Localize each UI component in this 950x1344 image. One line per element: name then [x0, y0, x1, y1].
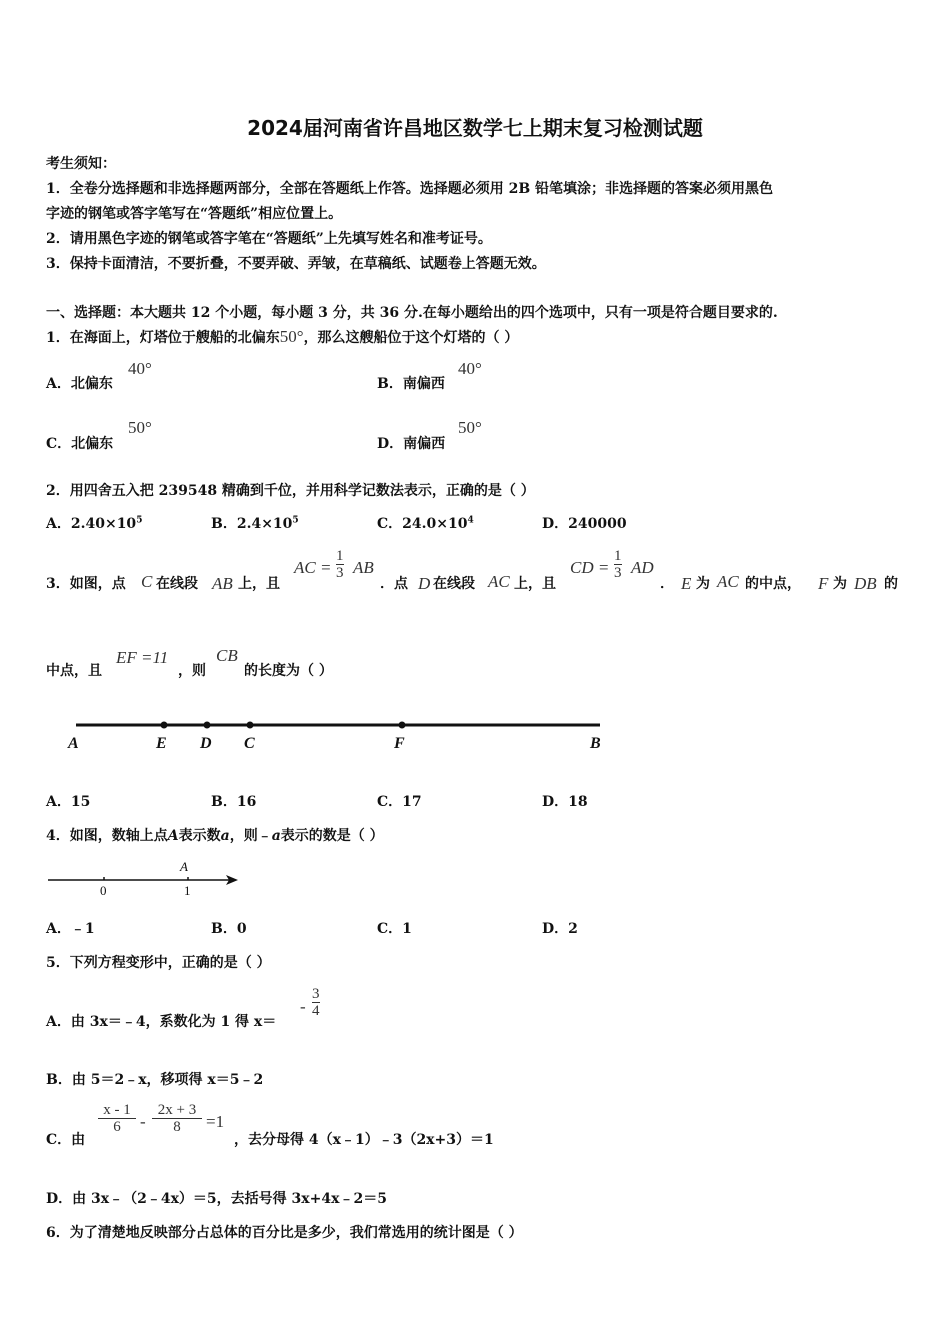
notice-heading: 考生须知： [46, 156, 116, 172]
figure-label-f: F [394, 735, 405, 752]
question-5-option-c: ，去分母得 4（x﹣1）﹣3（2x+3）＝1 [234, 1132, 494, 1148]
segment-ac-label-2: AC [717, 572, 739, 591]
equation-cd-rhs: AD [631, 558, 654, 577]
point-d-label: D [418, 574, 431, 593]
figure-label-d: D [200, 735, 212, 752]
question-3-text-10: 为 [833, 576, 847, 592]
question-3-text-1: 3．如图，点 [46, 576, 126, 592]
minus-operator: - [140, 1112, 146, 1131]
segment-ab-label: AB [212, 574, 233, 593]
fraction-one-third-1: $\frac{1}{3}$ [336, 548, 344, 581]
number-line-point-a: A [180, 859, 188, 874]
question-3-text-2: 在线段 [156, 576, 198, 592]
page-title: 2024届河南省许昌地区数学七上期末复习检测试题 [247, 116, 703, 140]
notice-item-3: 3．保持卡面清洁，不要折叠，不要弄破、弄皱，在草稿纸、试题卷上答题无效。 [46, 256, 546, 272]
question-1-option-a-value: 40° [128, 359, 152, 378]
question-3-option-a: A．15 [46, 794, 91, 810]
section-heading: 一、选择题：本大题共 12 个小题，每小题 3 分，共 36 分.在每小题给出的四个选项中，只有一项是符合题目要求的. [46, 305, 778, 321]
point-f-dot [399, 722, 406, 729]
question-3-text-3: 上，且 [238, 576, 280, 592]
question-5-option-c-prefix: C．由 [46, 1132, 86, 1148]
question-1-stem: 1．在海面上，灯塔位于艘船的北偏东50°，那么这艘船位于这个灯塔的（ ） [46, 327, 519, 346]
question-3-text-7: ． [660, 576, 674, 592]
question-3-option-b: B．16 [211, 794, 257, 810]
segment-figure [60, 714, 620, 756]
equation-ac-lhs: AC = [294, 558, 332, 577]
equation-ef: EF =11 [116, 648, 169, 667]
point-c-label: C [141, 572, 153, 591]
figure-label-b: B [590, 735, 601, 752]
figure-label-a: A [68, 735, 79, 752]
angle-value: 50° [279, 327, 304, 346]
question-2-stem: 2．用四舍五入把 239548 精确到千位，并用科学记数法表示，正确的是（ ） [46, 483, 535, 499]
question-1-option-c-value: 50° [128, 418, 152, 437]
equals-one: =1 [206, 1112, 225, 1131]
question-3-text-8: 为 [696, 576, 710, 592]
question-2-option-c: C．$24.0\times 10^4$ [377, 515, 474, 532]
fraction-one-third-2: $\frac{1}{3}$ [614, 548, 622, 581]
segment-cb-label: CB [216, 646, 238, 665]
tick-label-zero: 0 [100, 883, 107, 898]
question-2-option-d: D．240000 [542, 516, 627, 532]
question-5-stem: 5．下列方程变形中，正确的是（ ） [46, 955, 271, 971]
question-3-text-14: 的长度为（ ） [244, 663, 333, 679]
minus-sign: - [300, 997, 306, 1016]
question-3-text-13: ，则 [178, 663, 206, 679]
figure-label-e: E [156, 735, 167, 752]
question-3-text-4: ．点 [380, 576, 408, 592]
equation-ac-rhs: AB [353, 558, 374, 577]
question-5-option-d: D．由 3x﹣（2﹣4x）＝5，去括号得 3x+4x﹣2＝5 [46, 1191, 387, 1207]
question-4-option-c: C．1 [377, 921, 412, 937]
question-4-option-b: B．0 [211, 921, 247, 937]
question-2-option-a: A．$2.40\times 10^5$ [46, 515, 143, 532]
question-3-text-12: 中点，且 [46, 663, 102, 679]
question-1-option-a: A．北偏东 [46, 376, 113, 392]
fraction-x-minus-1-over-6: $\frac{x - 1}{6}$ [98, 1102, 136, 1135]
figure-label-c: C [244, 735, 255, 752]
question-3-option-c: C．17 [377, 794, 422, 810]
question-1-option-b: B．南偏西 [377, 376, 445, 392]
question-3-text-5: 在线段 [433, 576, 475, 592]
question-3-option-d: D．18 [542, 794, 588, 810]
question-4-stem: 4．如图，数轴上点A表示数a，则﹣a表示的数是（ ） [46, 828, 384, 844]
segment-ac-label: AC [488, 572, 510, 591]
point-c-dot [247, 722, 254, 729]
point-e-label: E [681, 574, 692, 593]
tick-label-one: 1 [184, 883, 191, 898]
question-5-option-a: A．由 3x＝﹣4，系数化为 1 得 x＝ [46, 1014, 277, 1030]
point-e-dot [161, 722, 168, 729]
question-3-text-6: 上，且 [514, 576, 556, 592]
question-2-option-b: B．$2.4\times 10^5$ [211, 515, 299, 532]
number-line-figure [44, 856, 244, 900]
notice-item-2: 2．请用黑色字迹的钢笔或答字笔在“答题纸”上先填写姓名和准考证号。 [46, 231, 492, 247]
question-6-stem: 6．为了清楚地反映部分占总体的百分比是多少，我们常选用的统计图是（ ） [46, 1225, 523, 1241]
question-5-option-b: B．由 5＝2﹣x，移项得 x＝5﹣2 [46, 1072, 264, 1088]
equation-cd-lhs: CD = [570, 558, 610, 577]
question-1-option-d-value: 50° [458, 418, 482, 437]
question-1-option-d: D．南偏西 [377, 436, 446, 452]
segment-db-label: DB [854, 574, 877, 593]
question-3-text-11: 的 [884, 576, 898, 592]
notice-item-1-line2: 字迹的钢笔或答字笔写在“答题纸”相应位置上。 [46, 206, 343, 222]
notice-item-1-line1: 1．全卷分选择题和非选择题两部分，全部在答题纸上作答。选择题必须用 2B 铅笔填涂；非选择题的答案必须用黑色 [46, 181, 774, 197]
point-d-dot [204, 722, 211, 729]
question-4-option-d: D．2 [542, 921, 578, 937]
fraction-three-quarters: $\frac{3}{4}$ [312, 986, 320, 1019]
fraction-2x-plus-3-over-8: $\frac{2x + 3}{8}$ [152, 1102, 202, 1135]
question-3-text-9: 的中点， [745, 576, 801, 592]
question-1-option-c: C．北偏东 [46, 436, 114, 452]
question-1-option-b-value: 40° [458, 359, 482, 378]
point-f-label: F [818, 574, 829, 593]
question-4-option-a: A．﹣1 [46, 921, 95, 937]
